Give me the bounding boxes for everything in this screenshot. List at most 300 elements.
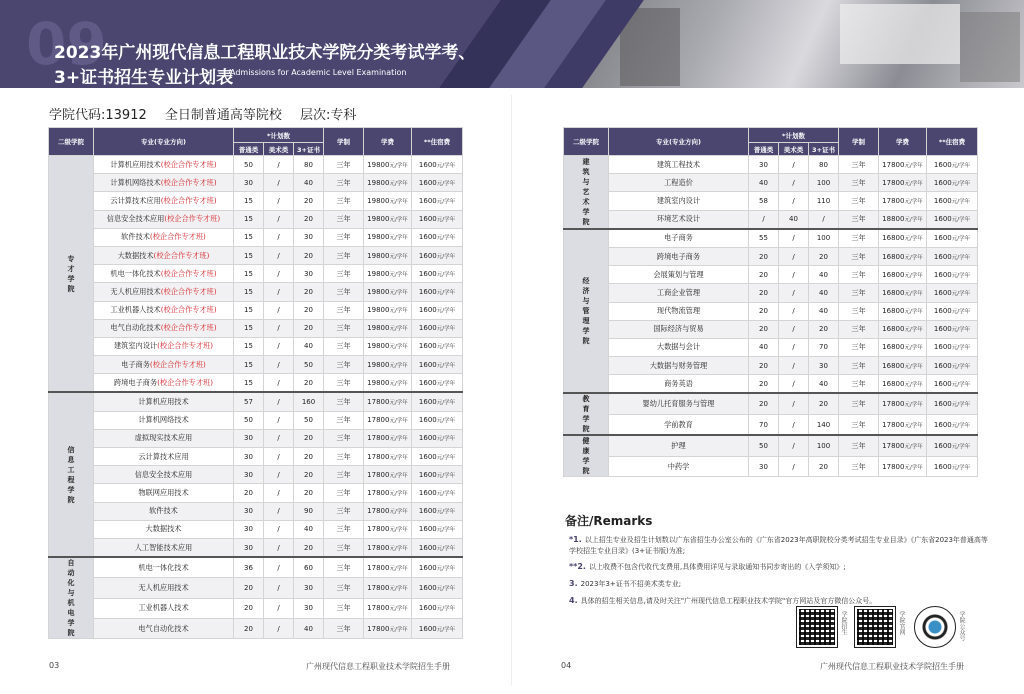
cell-tuition — [364, 502, 412, 520]
cell-tuition — [879, 302, 927, 320]
major-name: 信息安全技术应用 — [106, 214, 165, 224]
unit-label: 元/学年 — [389, 509, 408, 516]
major-name: 软件技术 — [149, 506, 178, 516]
table-row — [49, 538, 463, 557]
cell-cert: 20 — [294, 210, 324, 228]
cell-duration: 三年 — [324, 337, 364, 355]
major-cell — [609, 338, 749, 356]
major-name: 护理 — [671, 441, 686, 451]
cell-duration: 三年 — [839, 174, 879, 192]
cell-dorm — [927, 375, 978, 394]
cell-cert: 20 — [294, 301, 324, 319]
cell-duration: 三年 — [324, 174, 364, 192]
unit-label: 元/学年 — [904, 180, 923, 187]
major-name: 电气自动化技术 — [110, 323, 161, 333]
cell-tuition — [879, 357, 927, 375]
cell-general: 50 — [234, 411, 264, 429]
unit-label: 元/学年 — [904, 272, 923, 279]
unit-label: 元/学年 — [436, 509, 456, 516]
major-cell — [609, 266, 749, 284]
unit-label: 元/学年 — [951, 236, 971, 243]
cell-art: / — [264, 337, 294, 355]
cell-art: / — [264, 210, 294, 228]
photo-tower — [960, 12, 1020, 82]
tuition-value: 18800 — [882, 215, 905, 224]
cell-dorm — [412, 466, 463, 484]
unit-label: 元/学年 — [436, 326, 456, 333]
tuition-value: 19800 — [367, 251, 390, 260]
remark-text: 具体的招生相关信息,请及时关注"广州现代信息工程职业技术学院"官方网站及官方微信公众号。 — [580, 597, 877, 605]
cell-general: 50 — [234, 156, 264, 174]
cell-art: / — [779, 338, 809, 356]
major-name: 电子商务 — [121, 359, 150, 369]
cell-dorm — [412, 301, 463, 319]
major-cell — [94, 319, 234, 337]
tuition-value: 16800 — [882, 234, 905, 243]
cell-tuition — [364, 228, 412, 246]
major-note: (校企合作专才班) — [149, 359, 206, 369]
unit-label: 元/学年 — [436, 527, 456, 534]
tuition-value: 17800 — [882, 462, 905, 471]
cell-duration: 三年 — [324, 319, 364, 337]
cell-general: 20 — [234, 484, 264, 502]
remark-mark: *1. — [569, 535, 582, 544]
college-cell — [564, 156, 609, 229]
table-row — [49, 174, 463, 192]
major-name: 环境艺术设计 — [656, 214, 701, 224]
cell-general: 20 — [234, 578, 264, 598]
cell-dorm — [412, 337, 463, 355]
major-name: 建筑室内设计 — [113, 341, 158, 351]
cell-dorm — [412, 356, 463, 374]
unit-label: 元/学年 — [951, 198, 971, 205]
cell-cert: 20 — [294, 319, 324, 337]
cell-dorm — [412, 520, 463, 538]
col-duration: 学制 — [839, 128, 879, 156]
unit-label: 元/学年 — [951, 327, 971, 334]
cell-cert: 80 — [809, 156, 839, 174]
major-name: 中药学 — [667, 461, 690, 471]
table-row — [564, 174, 978, 192]
cell-duration: 三年 — [324, 598, 364, 618]
cell-duration: 三年 — [324, 192, 364, 210]
major-cell — [94, 466, 234, 484]
unit-label: 元/学年 — [436, 586, 456, 593]
col-major: 专业(专业方向) — [609, 128, 749, 156]
tuition-value: 17800 — [367, 434, 390, 443]
cell-general: 30 — [749, 156, 779, 174]
remark-item — [569, 561, 989, 573]
dorm-value: 1600 — [933, 288, 952, 297]
footer-book-title: 广州现代信息工程职业技术学院招生手册 — [306, 662, 450, 671]
cell-tuition — [364, 429, 412, 447]
major-cell — [609, 284, 749, 302]
major-cell — [609, 456, 749, 476]
cell-duration: 三年 — [839, 229, 879, 248]
cell-tuition — [879, 210, 927, 229]
table-row — [49, 228, 463, 246]
unit-label: 元/学年 — [389, 326, 408, 333]
cell-art: / — [779, 320, 809, 338]
table-row — [564, 266, 978, 284]
cell-tuition — [364, 392, 412, 411]
unit-label: 元/学年 — [904, 309, 923, 316]
table-row — [564, 192, 978, 210]
major-name: 软件技术 — [121, 232, 150, 242]
cell-cert: 40 — [809, 284, 839, 302]
cell-dorm — [412, 265, 463, 283]
tuition-value: 19800 — [367, 324, 390, 333]
cell-duration: 三年 — [324, 246, 364, 264]
major-cell — [94, 337, 234, 355]
table-row — [564, 456, 978, 476]
table-row — [49, 356, 463, 374]
cell-tuition — [364, 283, 412, 301]
major-cell — [94, 228, 234, 246]
major-name: 建筑室内设计 — [656, 195, 701, 205]
footer-book-title: 广州现代信息工程职业技术学院招生手册 — [820, 662, 964, 671]
cell-dorm — [927, 435, 978, 456]
cell-dorm — [927, 192, 978, 210]
unit-label: 元/学年 — [951, 254, 971, 261]
table-row — [49, 246, 463, 264]
cell-general: 20 — [749, 375, 779, 394]
cell-art: / — [779, 229, 809, 248]
cell-art: / — [264, 156, 294, 174]
major-cell — [94, 301, 234, 319]
cell-art: / — [264, 484, 294, 502]
unit-label: 元/学年 — [389, 586, 408, 593]
unit-label: 元/学年 — [389, 606, 408, 613]
college-cell — [564, 435, 609, 477]
unit-label: 元/学年 — [951, 309, 971, 316]
unit-label: 元/学年 — [436, 162, 456, 169]
section-number: 09 — [26, 10, 107, 78]
major-name: 计算机应用技术 — [138, 397, 189, 407]
cell-art: / — [779, 174, 809, 192]
college-name: 专才学院 — [67, 254, 75, 293]
cell-general: 30 — [234, 466, 264, 484]
cell-general: 15 — [234, 228, 264, 246]
cell-general: 57 — [234, 392, 264, 411]
major-note: (校企合作专才班) — [160, 323, 217, 333]
cell-duration: 三年 — [839, 357, 879, 375]
cell-cert: 50 — [294, 356, 324, 374]
tuition-value: 19800 — [367, 360, 390, 369]
table-row — [49, 557, 463, 578]
cell-art: / — [264, 502, 294, 520]
tuition-value: 16800 — [882, 325, 905, 334]
unit-label: 元/学年 — [389, 198, 408, 205]
table-row — [564, 357, 978, 375]
unit-label: 元/学年 — [904, 345, 923, 352]
cell-tuition — [364, 484, 412, 502]
cell-general: 15 — [234, 210, 264, 228]
dorm-value: 1600 — [933, 379, 952, 388]
cell-art: / — [264, 174, 294, 192]
unit-label: 元/学年 — [389, 344, 408, 351]
cell-duration: 三年 — [324, 429, 364, 447]
cell-dorm — [412, 557, 463, 578]
qr-code-website[interactable] — [855, 607, 895, 647]
table-row — [564, 210, 978, 229]
major-cell — [94, 265, 234, 283]
cell-cert: 30 — [294, 265, 324, 283]
major-cell — [609, 174, 749, 192]
major-cell — [609, 393, 749, 414]
tuition-value: 17800 — [367, 507, 390, 516]
unit-label: 元/学年 — [389, 217, 408, 224]
college-cell — [49, 156, 94, 393]
cell-tuition — [879, 174, 927, 192]
cell-art: / — [264, 618, 294, 638]
cell-cert: 60 — [294, 557, 324, 578]
unit-label: 元/学年 — [389, 271, 408, 278]
cell-duration: 三年 — [324, 618, 364, 638]
major-cell — [94, 411, 234, 429]
plan-table-right — [563, 127, 978, 477]
remark-text: 2023年3+证书不招美术类专业; — [580, 580, 682, 588]
major-note: (校企合作专才班) — [160, 177, 217, 187]
unit-label: 元/学年 — [904, 162, 923, 169]
major-cell — [609, 414, 749, 435]
cell-duration: 三年 — [839, 375, 879, 394]
qr-code-admissions[interactable] — [797, 607, 837, 647]
major-note: (校企合作专才班) — [153, 250, 210, 260]
major-name: 大数据与会计 — [656, 342, 701, 352]
unit-label: 元/学年 — [389, 400, 408, 407]
cell-dorm — [412, 618, 463, 638]
cell-tuition — [364, 598, 412, 618]
cell-cert: / — [809, 210, 839, 229]
college-name: 经济与管理学院 — [582, 277, 590, 346]
college-name: 建筑与艺术学院 — [582, 157, 590, 226]
cell-cert: 40 — [809, 375, 839, 394]
remark-item — [569, 578, 989, 590]
table-row — [49, 484, 463, 502]
table-row — [49, 618, 463, 638]
col-plan: *计划数 — [234, 128, 324, 143]
col-dorm: **住宿费 — [927, 128, 978, 156]
cell-general: 15 — [234, 265, 264, 283]
major-cell — [94, 502, 234, 520]
table-row — [564, 229, 978, 248]
cell-general: 70 — [749, 414, 779, 435]
cell-art: / — [779, 192, 809, 210]
cell-cert: 20 — [809, 247, 839, 265]
major-name: 电气自动化技术 — [138, 623, 189, 633]
tuition-value: 17800 — [882, 160, 905, 169]
unit-label: 元/学年 — [389, 527, 408, 534]
dorm-value: 1600 — [933, 178, 952, 187]
tuition-value: 19800 — [367, 160, 390, 169]
college-name: 教育学院 — [582, 395, 590, 434]
cell-dorm — [412, 283, 463, 301]
table-row — [49, 301, 463, 319]
major-cell — [94, 246, 234, 264]
cell-art: / — [264, 246, 294, 264]
cell-tuition — [364, 246, 412, 264]
cell-art: / — [264, 520, 294, 538]
table-row — [49, 192, 463, 210]
cell-art: / — [779, 266, 809, 284]
major-cell — [94, 210, 234, 228]
table-row — [564, 284, 978, 302]
tuition-value: 16800 — [882, 252, 905, 261]
footer-page-right: 04 — [561, 661, 572, 670]
photo-sky — [840, 4, 960, 64]
cell-general: 20 — [749, 284, 779, 302]
dorm-value: 1600 — [418, 215, 437, 224]
unit-label: 元/学年 — [951, 162, 971, 169]
header-banner — [0, 0, 1024, 88]
cell-tuition — [364, 538, 412, 557]
plan-table-left — [48, 127, 463, 639]
table-row — [564, 375, 978, 394]
major-name: 信息安全技术应用 — [134, 469, 193, 479]
cell-cert: 20 — [809, 393, 839, 414]
major-cell — [609, 156, 749, 174]
cell-dorm — [927, 229, 978, 248]
unit-label: 元/学年 — [389, 626, 408, 633]
cell-tuition — [364, 520, 412, 538]
unit-label: 元/学年 — [436, 418, 456, 425]
unit-label: 元/学年 — [951, 402, 971, 409]
dorm-value: 1600 — [933, 325, 952, 334]
cell-art: / — [779, 284, 809, 302]
qr-code-wechat[interactable] — [915, 607, 955, 647]
dorm-value: 1600 — [418, 398, 437, 407]
qr-label: 学院招生 — [840, 611, 847, 635]
qr-label: 学院公众号 — [958, 611, 965, 641]
cell-tuition — [879, 393, 927, 414]
cell-cert: 160 — [294, 392, 324, 411]
major-name: 工程造价 — [664, 177, 693, 187]
dorm-value: 1600 — [933, 462, 952, 471]
cell-art: / — [264, 265, 294, 283]
tuition-value: 16800 — [882, 288, 905, 297]
tuition-value: 17800 — [367, 543, 390, 552]
cell-cert: 30 — [294, 598, 324, 618]
major-note: (校企合作专才班) — [157, 377, 214, 387]
cell-general: 20 — [749, 302, 779, 320]
cell-general: 50 — [749, 435, 779, 456]
cell-tuition — [364, 265, 412, 283]
cell-tuition — [879, 435, 927, 456]
cell-art: / — [264, 598, 294, 618]
unit-label: 元/学年 — [951, 381, 971, 388]
tuition-value: 16800 — [882, 379, 905, 388]
cell-art: / — [779, 456, 809, 476]
cell-duration: 三年 — [324, 557, 364, 578]
tuition-value: 19800 — [367, 269, 390, 278]
cell-general: 15 — [234, 246, 264, 264]
cell-art: / — [779, 414, 809, 435]
cell-art: 40 — [779, 210, 809, 229]
unit-label: 元/学年 — [951, 217, 971, 224]
cell-dorm — [412, 246, 463, 264]
tuition-value: 17800 — [882, 196, 905, 205]
cell-duration: 三年 — [839, 456, 879, 476]
unit-label: 元/学年 — [436, 362, 456, 369]
cell-art: / — [264, 411, 294, 429]
unit-label: 元/学年 — [951, 422, 971, 429]
unit-label: 元/学年 — [436, 289, 456, 296]
col-plan: *计划数 — [749, 128, 839, 143]
cell-art: / — [779, 302, 809, 320]
cell-art: / — [264, 319, 294, 337]
remark-mark: **2. — [569, 562, 586, 571]
tuition-value: 17800 — [367, 525, 390, 534]
cell-cert: 40 — [294, 337, 324, 355]
page-title-line2: 3+证书招生专业计划表 — [54, 68, 234, 88]
unit-label: 元/学年 — [389, 565, 408, 572]
cell-dorm — [412, 411, 463, 429]
cell-cert: 20 — [294, 466, 324, 484]
dorm-value: 1600 — [418, 251, 437, 260]
major-name: 大数据技术 — [145, 524, 182, 534]
tuition-value: 17800 — [367, 398, 390, 407]
cell-general: 20 — [749, 266, 779, 284]
cell-art: / — [779, 247, 809, 265]
cell-cert: 20 — [294, 283, 324, 301]
dorm-value: 1600 — [933, 420, 952, 429]
cell-duration: 三年 — [839, 266, 879, 284]
cell-duration: 三年 — [324, 411, 364, 429]
unit-label: 元/学年 — [389, 289, 408, 296]
unit-label: 元/学年 — [389, 380, 408, 387]
cell-dorm — [412, 156, 463, 174]
table-row — [49, 502, 463, 520]
cell-general: 30 — [234, 502, 264, 520]
table-row — [49, 283, 463, 301]
cell-general: 20 — [234, 598, 264, 618]
cell-tuition — [879, 456, 927, 476]
unit-label: 元/学年 — [951, 444, 971, 451]
cell-tuition — [879, 229, 927, 248]
tuition-value: 19800 — [367, 233, 390, 242]
tuition-value: 17800 — [882, 178, 905, 187]
cell-general: 30 — [234, 174, 264, 192]
cell-cert: 30 — [809, 357, 839, 375]
major-cell — [609, 229, 749, 248]
major-cell — [94, 174, 234, 192]
major-note: (校企合作专才班) — [160, 268, 217, 278]
cell-dorm — [412, 448, 463, 466]
cell-duration: 三年 — [324, 374, 364, 393]
cell-art: / — [264, 578, 294, 598]
cell-dorm — [412, 210, 463, 228]
unit-label: 元/学年 — [436, 436, 456, 443]
unit-label: 元/学年 — [389, 308, 408, 315]
unit-label: 元/学年 — [436, 626, 456, 633]
unit-label: 元/学年 — [389, 490, 408, 497]
cell-tuition — [364, 374, 412, 393]
dorm-value: 1600 — [418, 360, 437, 369]
unit-label: 元/学年 — [904, 422, 923, 429]
dorm-value: 1600 — [933, 234, 952, 243]
major-cell — [609, 210, 749, 229]
cell-cert: 40 — [294, 618, 324, 638]
cell-general: 15 — [234, 319, 264, 337]
unit-label: 元/学年 — [904, 254, 923, 261]
cell-art: / — [264, 392, 294, 411]
major-cell — [94, 618, 234, 638]
major-note: (校企合作专才班) — [160, 286, 217, 296]
cell-general: 20 — [749, 393, 779, 414]
table-row — [564, 302, 978, 320]
unit-label: 元/学年 — [951, 180, 971, 187]
